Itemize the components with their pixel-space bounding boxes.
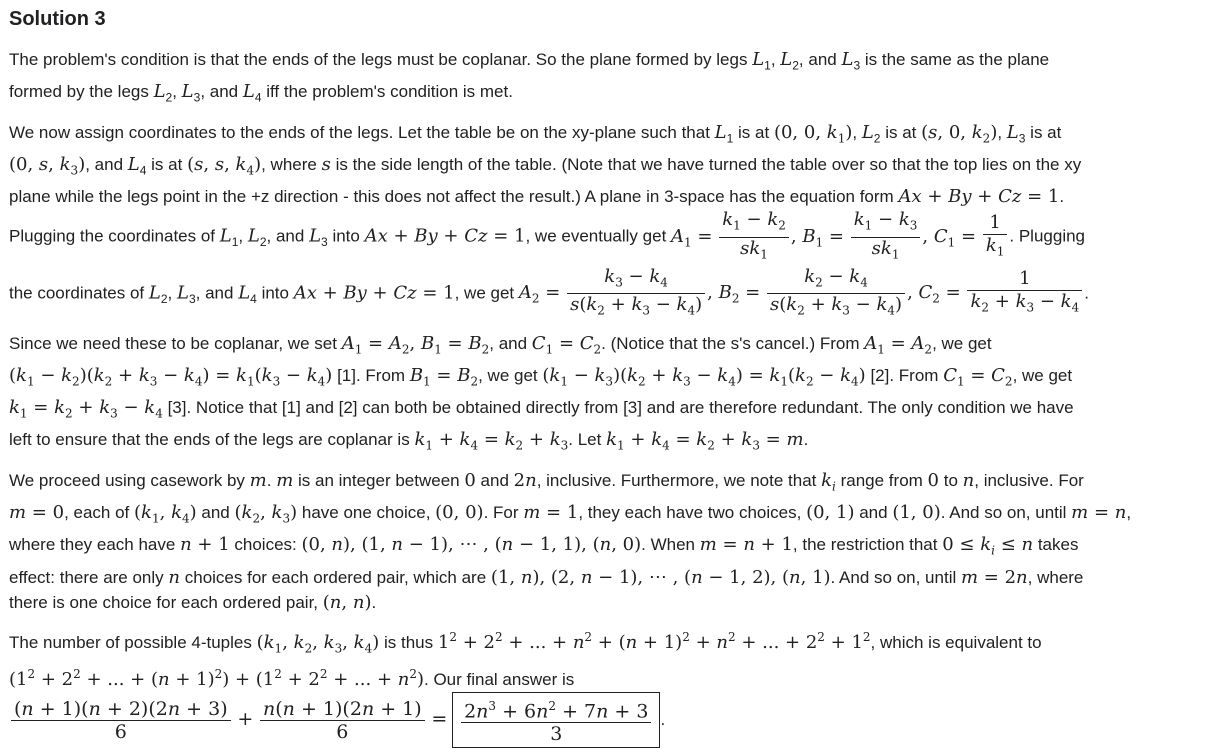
boxed-answer: $\frac{2n^3 + 6n^2 + 7n + 3}{3}$ [452,692,660,748]
paragraph-coplanar-equations: Since we need these to be coplanar, we set $A_1 = A_2$, $B_1 = B_2$, and $C_1 = C_2$. (Notice that the s's cancel.) From $A_1 = A_2$, we get $(k_1 - k_2)(k_2 + k_3 - k_4) = k_1(k_3 - k_4)$ [1]. From $B_1 = B_2$, we get $(k_1 - k_3)(k_2 + k_3 - k_4) = k_1(k_2 - k_4)$ [2]. From $C_1 = C_2$, we get $k_1 = k_2 + k_3 - k_4$ [3]. Notice that [1] and [2] can both be obtained directly from [3] and are therefore redundant. The only condition we have left to ensure that the ends of the legs are coplanar is $k_1 + k_4 = k_2 + k_3$. Let $k_1 + k_4 = k_2 + k_3 = m$. [9,331,1209,459]
paragraph-casework: We proceed using casework by m. m is an integer between 0 and 2n, inclusive. Furthermore, we note that $k_i$ range from 0 to n, inclusive. For m = 0, each of ($k_1$, $k_4$) and ($k_2$, $k_3$) have one choice, (0, 0). For m = 1, they each have two choices, (0, 1) and (1, 0). And so on, until m = n, where they each have n + 1 choices: (0, n), (1, n − 1), ⋯ , (n − 1, 1), (n, 0). When m = n + 1, the restriction that $0 \le k_i \le n$ takes effect: there are only n choices for each ordered pair, which are (1, n), (2, n − 1), ⋯ , (n − 1, 2), (n, 1). And so on, until m = 2n, where there is one choice for each ordered pair, (n, n). [9,468,1209,615]
paragraph-coordinates: We now assign coordinates to the ends of the legs. Let the table be on the xy-plane such that $L_1$ is at (0, 0, $k_1$), $L_2$ is at (s, 0, $k_2$), $L_3$ is at (0, s, $k_3$), and $L_4$ is at (s, s, $k_4$), where s is the side length of the table. (Note that we have turned the table over so that the top lies on the xy plane while the legs point in the +z direction - this does not affect the result.) A plane in 3-space has the equation form Ax + By + Cz = 1. Plugging the coordinates of $L_1$, $L_2$, and $L_3$ into Ax + By + Cz = 1, we eventually get $A_1$ = $\frac{k_1 - k_2}{sk_1}$ , $B_1$ = $\frac{k_1 - k_3}{sk_1}$ , $C_1$ = $\frac{1}{k_1}$ . Plugging the coordinates of $L_2$, $L_3$, and $L_4$ into Ax + By + Cz = 1, we get $A_2$ = $\frac{k_3 - k_4}{s(k_2 + k_3 - k_4)}$ , $B_2$ = $\frac{k_2 - k_4}{s(k_2 + k_3 - k_4)}$ , $C_2$ = $\frac{1}{k_2 + k_3 - k_4}$ . [9,120,1209,322]
paragraph-coplanar-condition: The problem's condition is that the ends of the legs must be coplanar. So the plane formed by legs $L_1$, $L_2$, and $L_3$ is the same as the plane formed by the legs $L_2$, $L_3$, and $L_4$ iff the problem's condition is met. [9,47,1209,111]
final-answer-expression: $\frac{(n + 1)(n + 2)(2n + 3)}{6}$ + $\frac{n(n + 1)(2n + 1)}{6}$ = $\frac{2n^3 + 6n^2 + 7n + 3}{3}$ . [9,710,665,729]
paragraph-final-answer: The number of possible 4-tuples ($k_1$, $k_2$, $k_3$, $k_4$) is thus $1^2 + 2^2$ + ... + $n^2 + (n + 1)^2 + n^2$ + ... + $2^2 + 1^2$, which is equivalent to ($1^2 + 2^2$ + ... + $(n + 1)^2) + (1^2 + 2^2$ + ... + $n^2$). Our final answer is $\frac{(n + 1)(n + 2)(2n + 3)}{6}$ + $\frac{n(n + 1)(2n + 1)}{6}$ = $\frac{2n^3 + 6n^2 + 7n + 3}{3}$ . [9,625,1209,748]
solution-heading: Solution 3 [9,6,1209,32]
